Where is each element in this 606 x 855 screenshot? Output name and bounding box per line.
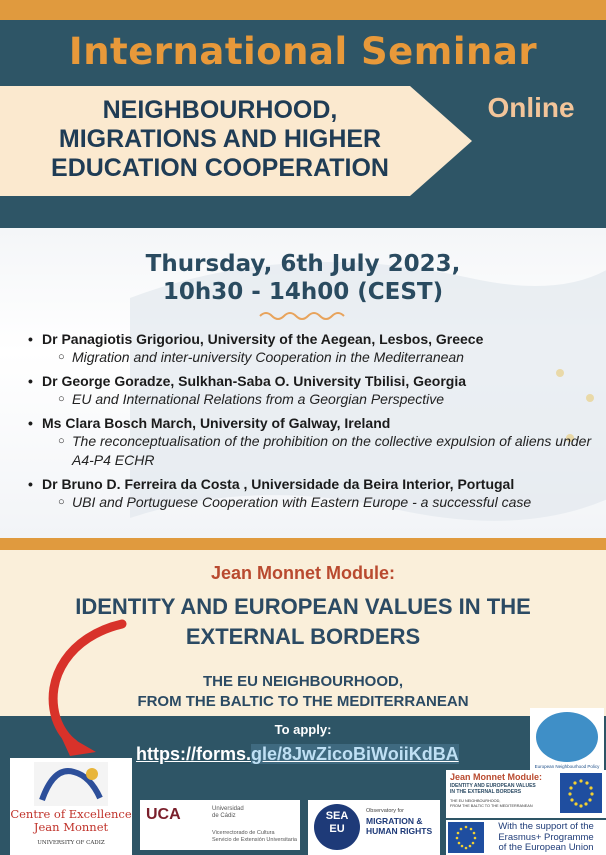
apply-link[interactable] [136, 744, 459, 765]
jmm-title: Jean Monnet Module: [450, 772, 542, 782]
speaker-list [28, 330, 598, 517]
speaker-item [28, 330, 598, 367]
speaker-name: Dr Panagiotis Grigoriou, University of the Aegean, Lesbos, Greece [42, 331, 484, 347]
bullet-icon: • [28, 331, 33, 347]
circle-bullet-icon: ○ [58, 496, 65, 508]
erasmus-plus-logo [446, 820, 606, 855]
event-time: 10h30 - 14h00 (CEST) [162, 279, 444, 305]
eu-flag-icon [560, 773, 602, 813]
seminar-subtitle [20, 96, 420, 183]
jean-monnet-module-logo [446, 770, 606, 818]
module-label: Jean Monnet Module: [211, 563, 395, 583]
jmm-line: IN THE EXTERNAL BORDERS [450, 789, 522, 795]
circle-bullet-icon: ○ [58, 393, 65, 405]
sea-line2: EU [329, 823, 345, 835]
talk-title: UBI and Portuguese Cooperation with Eastern Europe - a successful case [72, 494, 532, 510]
jmm-line: IDENTITY AND EUROPEAN VALUES [450, 783, 536, 789]
coe-line1: Centre of Excellence [10, 807, 132, 821]
uca-vice-line: Servicio de Extensión Universitaria [212, 837, 297, 843]
seminar-title: International Seminar [68, 30, 538, 73]
speaker-name: Dr George Goradze, Sulkhan-Saba O. University Tbilisi, Georgia [42, 373, 466, 389]
jmm-small-line: THE EU NEIGHBOURHOOD, [450, 799, 501, 803]
bullet-icon: • [28, 373, 33, 389]
speaker-item [28, 414, 598, 470]
bullet-icon: • [28, 415, 33, 431]
subtitle-line: EDUCATION COOPERATION [51, 154, 389, 182]
uca-logo [140, 800, 300, 850]
sea-observatory: Observatory for [366, 808, 404, 814]
speaker-item [28, 475, 598, 512]
talk-title: EU and International Relations from a Georgian Perspective [72, 391, 444, 407]
top-accent-bar [0, 0, 606, 20]
centre-of-excellence-logo [10, 758, 132, 855]
talk-title: Migration and inter-university Cooperation in the Mediterranean [72, 349, 464, 365]
apply-link-part2: gle/8JwZicoBiWoiiKdBA [251, 744, 459, 764]
jmm-small-line: FROM THE BALTIC TO THE MEDITERRANEAN [450, 803, 533, 808]
red-arrow-icon [30, 618, 150, 758]
decorative-squiggle [258, 310, 350, 322]
circle-bullet-icon: ○ [58, 351, 65, 363]
speaker-item [28, 372, 598, 409]
coe-emblem-icon [34, 762, 108, 806]
eu-stars-icon [560, 773, 602, 813]
sea-eu-logo [308, 800, 440, 855]
speaker-name: Dr Bruno D. Ferreira da Costa , Universidade da Beira Interior, Portugal [42, 476, 515, 492]
uca-uni-line: Universidad [212, 806, 244, 812]
globe-icon [536, 712, 598, 762]
erasmus-line: of the European Union [498, 842, 594, 853]
module-accent-bar [0, 538, 606, 550]
module-subtitle-line: FROM THE BALTIC TO THE MEDITERRANEAN [137, 693, 469, 710]
erasmus-line: With the support of the [498, 821, 594, 832]
online-label: Online [487, 92, 575, 123]
apply-link-part1: https://forms. [136, 744, 251, 764]
uca-vice-line: Vicerrectorado de Cultura [212, 830, 275, 836]
subtitle-line: NEIGHBOURHOOD, [102, 96, 338, 124]
uca-mark: UCA [146, 806, 181, 823]
european-neighbourhood-policy-logo [530, 708, 604, 776]
subtitle-line: MIGRATIONS AND HIGHER [58, 125, 382, 153]
talk-title: The reconceptualisation of the prohibition on the collective expulsion of aliens under A4-P4 ECHR [72, 433, 592, 468]
sea-mig-line: MIGRATION & [366, 816, 423, 826]
sea-line1: SEA [325, 810, 349, 822]
coe-line2: Jean Monnet [33, 820, 109, 834]
erasmus-line: Erasmus+ Programme [498, 831, 594, 843]
bullet-icon: • [28, 476, 33, 492]
speaker-name: Ms Clara Bosch March, University of Galway, Ireland [42, 415, 391, 431]
circle-bullet-icon: ○ [58, 435, 65, 447]
enp-text: European Neighbourhood Policy [534, 764, 600, 769]
module-title-line: IDENTITY AND EUROPEAN VALUES IN THE [75, 594, 531, 619]
apply-label: To apply: [274, 722, 332, 737]
sea-mig-line: HUMAN RIGHTS [366, 826, 433, 836]
eu-stars-icon [448, 822, 484, 853]
event-datetime [0, 250, 606, 306]
module-title-line: EXTERNAL BORDERS [185, 624, 421, 649]
uca-uni-line: de Cádiz [212, 813, 236, 819]
coe-university: UNIVERSITY OF CADIZ [37, 840, 105, 846]
event-date: Thursday, 6th July 2023, [145, 251, 461, 277]
eu-flag-icon [448, 822, 484, 853]
module-subtitle-line: THE EU NEIGHBOURHOOD, [202, 673, 403, 690]
